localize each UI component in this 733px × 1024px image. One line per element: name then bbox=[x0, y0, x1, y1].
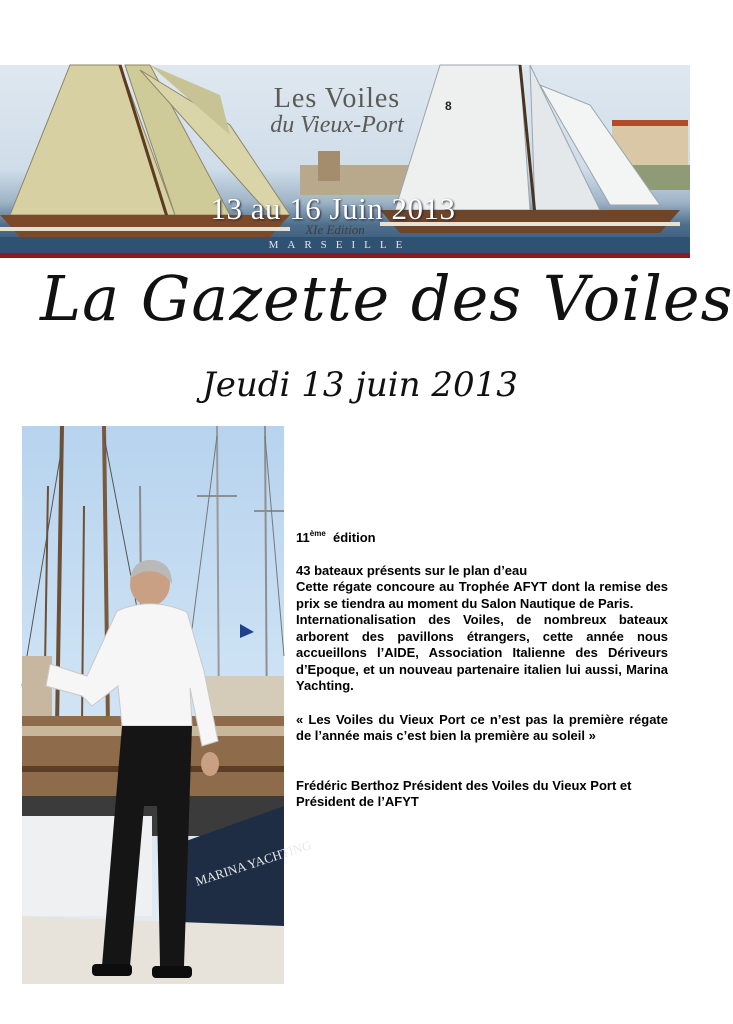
boat-count-paragraph: 43 bateaux présents sur le plan d’eau bbox=[296, 562, 528, 578]
sail-number: 8 bbox=[445, 99, 452, 113]
boat-name: MARINA YACHTING bbox=[193, 837, 314, 889]
quote-attribution: Frédéric Berthoz Président des Voiles du Vieux Port et Président de l’AFYT bbox=[296, 777, 632, 809]
event-city: MARSEILLE bbox=[268, 239, 412, 251]
header-banner bbox=[0, 65, 690, 255]
quote-paragraph: « Les Voiles du Vieux Port ce n’est pas la première régate de l’année mais c’est bien la première au soleil » bbox=[296, 711, 668, 743]
edition-ordinal: ème bbox=[309, 529, 326, 538]
event-edition: XIe Edition bbox=[305, 222, 365, 237]
article-body bbox=[296, 530, 668, 811]
event-logo bbox=[262, 85, 412, 137]
international-paragraph: Internationalisation des Voiles, de nombreux bateaux arborent des pavillons étrangers, cette année nous accueillons l’AIDE, Association Italienne des Dériveurs d’Epoque, et un nouveau partenaire italien lui aussi, Marina Yachting. bbox=[296, 612, 668, 693]
gazette-title: La Gazette des Voiles bbox=[40, 262, 733, 335]
edition-word: édition bbox=[333, 530, 376, 545]
banner-divider bbox=[0, 253, 690, 258]
edition-line bbox=[296, 530, 668, 547]
trophy-paragraph: Cette régate concoure au Trophée AFYT dont la remise des prix se tiendra au moment du Salon Nautique de Paris. bbox=[296, 579, 668, 611]
event-dates: 13 au 16 Juin 2013 bbox=[210, 191, 456, 226]
edition-number: 11 bbox=[296, 530, 310, 545]
issue-date: Jeudi 13 juin 2013 bbox=[202, 365, 518, 405]
logo-line-1: Les Voiles bbox=[273, 83, 401, 114]
logo-line-2: du Vieux-Port bbox=[270, 112, 404, 138]
